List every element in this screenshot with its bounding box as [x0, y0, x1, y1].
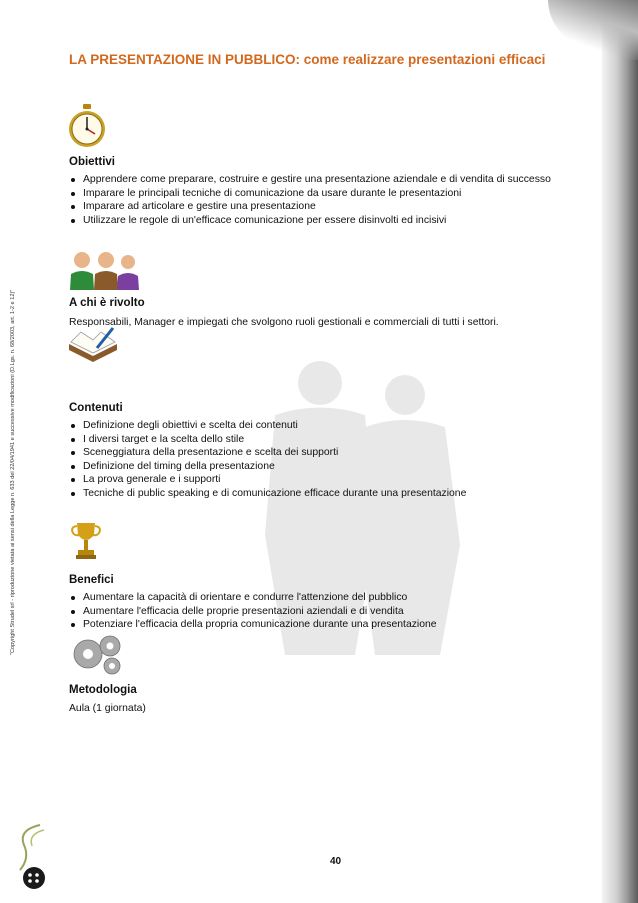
book-pen-icon [67, 326, 119, 364]
list-item: Potenziare l'efficacia della propria comunicazione durante una presentazione [69, 618, 589, 632]
rivolto-text: Responsabili, Manager e impiegati che svolgono ruoli gestionali e commerciali di tutti i settori. [69, 317, 499, 328]
list-item: Imparare ad articolare e gestire una presentazione [69, 200, 589, 214]
copyright-notice: "Copyright Strudel srl - riproduzione vietata ai sensi della Legge n. 633 del 22/04/1941 e successive modificazioni (D.Lgs. n. 68/2003, art. 1-2 e 12)" [10, 289, 16, 655]
list-item: Sceneggiatura della presentazione e scelta dei supporti [69, 446, 589, 460]
company-logo [10, 820, 60, 895]
contenuti-list [69, 419, 589, 500]
benefici-list [69, 591, 589, 632]
people-icon [68, 250, 144, 290]
list-item: La prova generale e i supporti [69, 473, 589, 487]
list-item: Definizione del timing della presentazione [69, 460, 589, 474]
section-heading-benefici: Benefici [69, 574, 114, 586]
list-item: Definizione degli obiettivi e scelta dei contenuti [69, 419, 589, 433]
section-heading-contenuti: Contenuti [69, 402, 123, 414]
section-heading-obiettivi: Obiettivi [69, 156, 116, 168]
list-item: Aumentare la capacità di orientare e condurre l'attenzione del pubblico [69, 591, 589, 605]
page-title: LA PRESENTAZIONE IN PUBBLICO: come realizzare presentazioni efficaci [69, 52, 546, 67]
list-item: Apprendere come preparare, costruire e gestire una presentazione aziendale e di vendita di successo [69, 173, 589, 187]
list-item: Imparare le principali tecniche di comunicazione da usare durante le presentazioni [69, 187, 589, 201]
stopwatch-icon [66, 103, 108, 149]
right-page-edge [602, 0, 638, 903]
trophy-icon [69, 521, 103, 561]
obiettivi-list [69, 173, 589, 227]
gears-icon [68, 632, 126, 676]
list-item: Utilizzare le regole di un'efficace comunicazione per essere disinvolti ed incisivi [69, 214, 589, 228]
list-item: Aumentare l'efficacia delle proprie presentazioni aziendali e di vendita [69, 605, 589, 619]
metodologia-text: Aula (1 giornata) [69, 703, 146, 714]
page-curl-decoration [548, 0, 638, 60]
section-heading-rivolto: A chi è rivolto [69, 297, 145, 309]
list-item: Tecniche di public speaking e di comunicazione efficace durante una presentazione [69, 487, 589, 501]
section-heading-metodologia: Metodologia [69, 684, 137, 696]
page-number: 40 [330, 856, 342, 867]
list-item: I diversi target e la scelta dello stile [69, 433, 589, 447]
